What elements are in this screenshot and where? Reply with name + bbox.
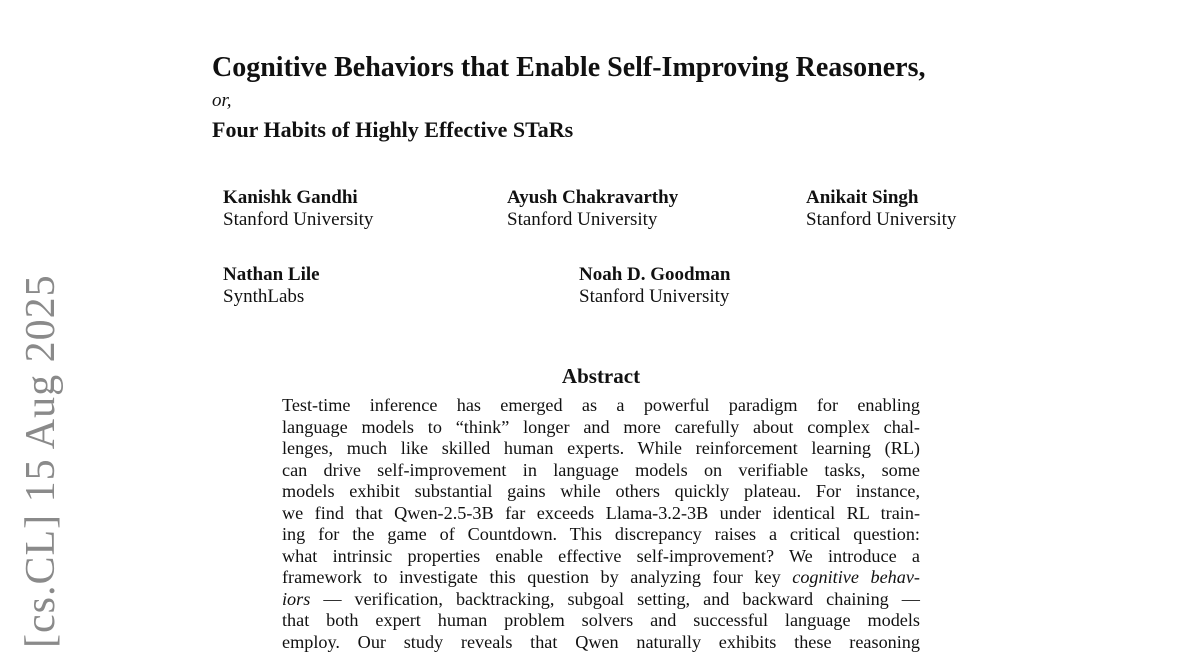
abstract-line: employ. Our study reveals that Qwen naturally exhibits these reasoning <box>282 632 920 653</box>
abstract-text: framework to investigate this question by analyzing four key <box>282 567 792 587</box>
abstract-line: that both expert human problem solvers and successful language models <box>282 610 920 632</box>
abstract-line <box>282 567 920 589</box>
author-name: Nathan Lile <box>223 264 320 286</box>
abstract-line: language models to “think” longer and more carefully about complex chal- <box>282 417 920 439</box>
author-name: Anikait Singh <box>806 187 956 209</box>
abstract-line <box>282 589 920 611</box>
author-block <box>579 264 731 308</box>
paper-subtitle: Four Habits of Highly Effective STaRs <box>212 117 573 143</box>
abstract-line: can drive self-improvement in language models on verifiable tasks, some <box>282 460 920 482</box>
title-or: or, <box>212 90 232 112</box>
abstract-line: what intrinsic properties enable effective self-improvement? We introduce a <box>282 546 920 568</box>
author-block <box>223 187 373 231</box>
author-affiliation: Stanford University <box>579 286 731 308</box>
author-name: Ayush Chakravarthy <box>507 187 678 209</box>
author-block <box>806 187 956 231</box>
arxiv-sidebar-stamp: [cs.CL] 15 Aug 2025 <box>20 274 62 648</box>
abstract-line: we find that Qwen-2.5-3B far exceeds Llama-3.2-3B under identical RL train- <box>282 503 920 525</box>
author-name: Kanishk Gandhi <box>223 187 373 209</box>
author-name: Noah D. Goodman <box>579 264 731 286</box>
abstract-text: — verification, backtracking, subgoal setting, and backward chaining — <box>310 589 920 609</box>
abstract-emphasis: iors <box>282 589 310 609</box>
abstract-heading: Abstract <box>282 364 920 389</box>
abstract-line: models exhibit substantial gains while others quickly plateau. For instance, <box>282 481 920 503</box>
author-affiliation: Stanford University <box>223 209 373 231</box>
author-block <box>223 264 320 308</box>
abstract-line: lenges, much like skilled human experts. While reinforcement learning (RL) <box>282 438 920 460</box>
paper-title: Cognitive Behaviors that Enable Self-Improving Reasoners, <box>212 52 926 84</box>
abstract-line: ing for the game of Countdown. This discrepancy raises a critical question: <box>282 524 920 546</box>
abstract-line: Test-time inference has emerged as a powerful paradigm for enabling <box>282 395 920 417</box>
abstract-body <box>282 395 920 653</box>
author-affiliation: Stanford University <box>806 209 956 231</box>
abstract-emphasis: cognitive behav- <box>792 567 920 587</box>
author-block <box>507 187 678 231</box>
author-affiliation: Stanford University <box>507 209 678 231</box>
author-affiliation: SynthLabs <box>223 286 320 308</box>
